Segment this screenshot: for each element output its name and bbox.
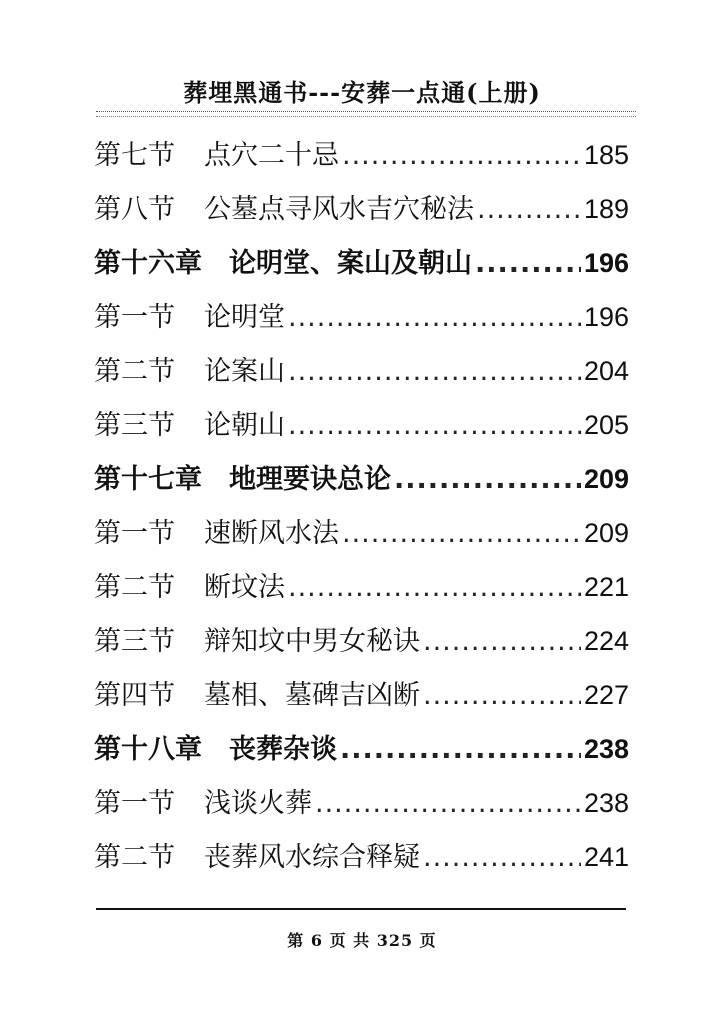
toc-entry[interactable] <box>94 830 629 884</box>
toc-entry[interactable] <box>94 128 629 182</box>
toc-entry-title: 点穴二十忌 <box>204 140 339 171</box>
toc-entry-number: 第二节 <box>94 572 175 603</box>
toc-dot-leader <box>288 561 581 615</box>
toc-entry-number: 第四节 <box>94 680 175 711</box>
toc-chapter-entry[interactable] <box>94 236 629 290</box>
toc-dot-leader <box>475 237 581 291</box>
toc-dot-leader <box>288 399 581 453</box>
toc-dot-leader <box>288 291 581 345</box>
toc-entry-number: 第一节 <box>94 788 175 819</box>
toc-entry-title: 辩知坟中男女秘诀 <box>204 626 420 657</box>
toc-entry-title: 丧葬杂谈 <box>229 734 337 765</box>
toc-entry-number: 第三节 <box>94 626 175 657</box>
toc-dot-leader <box>315 777 581 831</box>
toc-entry[interactable] <box>94 506 629 560</box>
toc-entry-title: 墓相、墓碑吉凶断 <box>204 680 420 711</box>
toc-dot-leader <box>342 507 581 561</box>
toc-entry-page: 241 <box>583 842 629 872</box>
toc-entry-page: 221 <box>583 572 629 602</box>
toc-entry-number: 第一节 <box>94 518 175 549</box>
toc-entry-page: 205 <box>583 410 629 440</box>
toc-dot-leader <box>340 723 581 777</box>
header-divider <box>96 111 636 117</box>
toc-entry-page: 224 <box>583 626 629 656</box>
toc-entry-page: 185 <box>583 140 629 170</box>
toc-entry-page: 209 <box>583 518 629 548</box>
toc-entry-title: 论朝山 <box>204 410 285 441</box>
toc-dot-leader <box>423 831 581 885</box>
toc-entry[interactable] <box>94 290 629 344</box>
toc-entry-title: 论明堂、案山及朝山 <box>229 248 472 279</box>
toc-entry-number: 第十八章 <box>94 734 202 765</box>
toc-entry[interactable] <box>94 398 629 452</box>
toc-dot-leader <box>477 183 581 237</box>
toc-entry-page: 196 <box>583 248 629 278</box>
toc-entry-number: 第三节 <box>94 410 175 441</box>
toc-entry[interactable] <box>94 560 629 614</box>
toc-entry-page: 227 <box>583 680 629 710</box>
toc-entry-page: 196 <box>583 302 629 332</box>
page-header-title: 葬埋黑通书---安葬一点通(上册) <box>183 78 541 107</box>
toc-entry[interactable] <box>94 668 629 722</box>
toc-entry-title: 断坟法 <box>204 572 285 603</box>
toc-entry[interactable] <box>94 182 629 236</box>
page-indicator: 第 6 页 共 325 页 <box>287 931 437 950</box>
toc-dot-leader <box>423 669 581 723</box>
table-of-contents <box>94 128 629 884</box>
toc-entry-title: 丧葬风水综合释疑 <box>204 842 420 873</box>
toc-entry[interactable] <box>94 776 629 830</box>
toc-entry-page: 238 <box>583 734 629 764</box>
toc-entry-title: 地理要诀总论 <box>229 464 391 495</box>
toc-entry-number: 第八节 <box>94 194 175 225</box>
toc-entry-title: 公墓点寻风水吉穴秘法 <box>204 194 474 225</box>
toc-dot-leader <box>342 129 581 183</box>
toc-entry-title: 论明堂 <box>204 302 285 333</box>
toc-entry-number: 第七节 <box>94 140 175 171</box>
toc-entry-page: 209 <box>583 464 629 494</box>
toc-entry-title: 速断风水法 <box>204 518 339 549</box>
toc-entry-title: 浅谈火葬 <box>204 788 312 819</box>
toc-entry-number: 第十六章 <box>94 248 202 279</box>
toc-entry-number: 第二节 <box>94 842 175 873</box>
toc-entry-title: 论案山 <box>204 356 285 387</box>
toc-entry-page: 238 <box>583 788 629 818</box>
toc-entry-page: 204 <box>583 356 629 386</box>
toc-dot-leader <box>423 615 581 669</box>
toc-entry[interactable] <box>94 614 629 668</box>
toc-entry-number: 第二节 <box>94 356 175 387</box>
toc-dot-leader <box>288 345 581 399</box>
toc-entry-page: 189 <box>583 194 629 224</box>
footer-divider <box>96 908 626 910</box>
toc-chapter-entry[interactable] <box>94 722 629 776</box>
toc-entry-number: 第十七章 <box>94 464 202 495</box>
toc-dot-leader <box>394 453 581 507</box>
toc-chapter-entry[interactable] <box>94 452 629 506</box>
toc-entry-number: 第一节 <box>94 302 175 333</box>
toc-entry[interactable] <box>94 344 629 398</box>
